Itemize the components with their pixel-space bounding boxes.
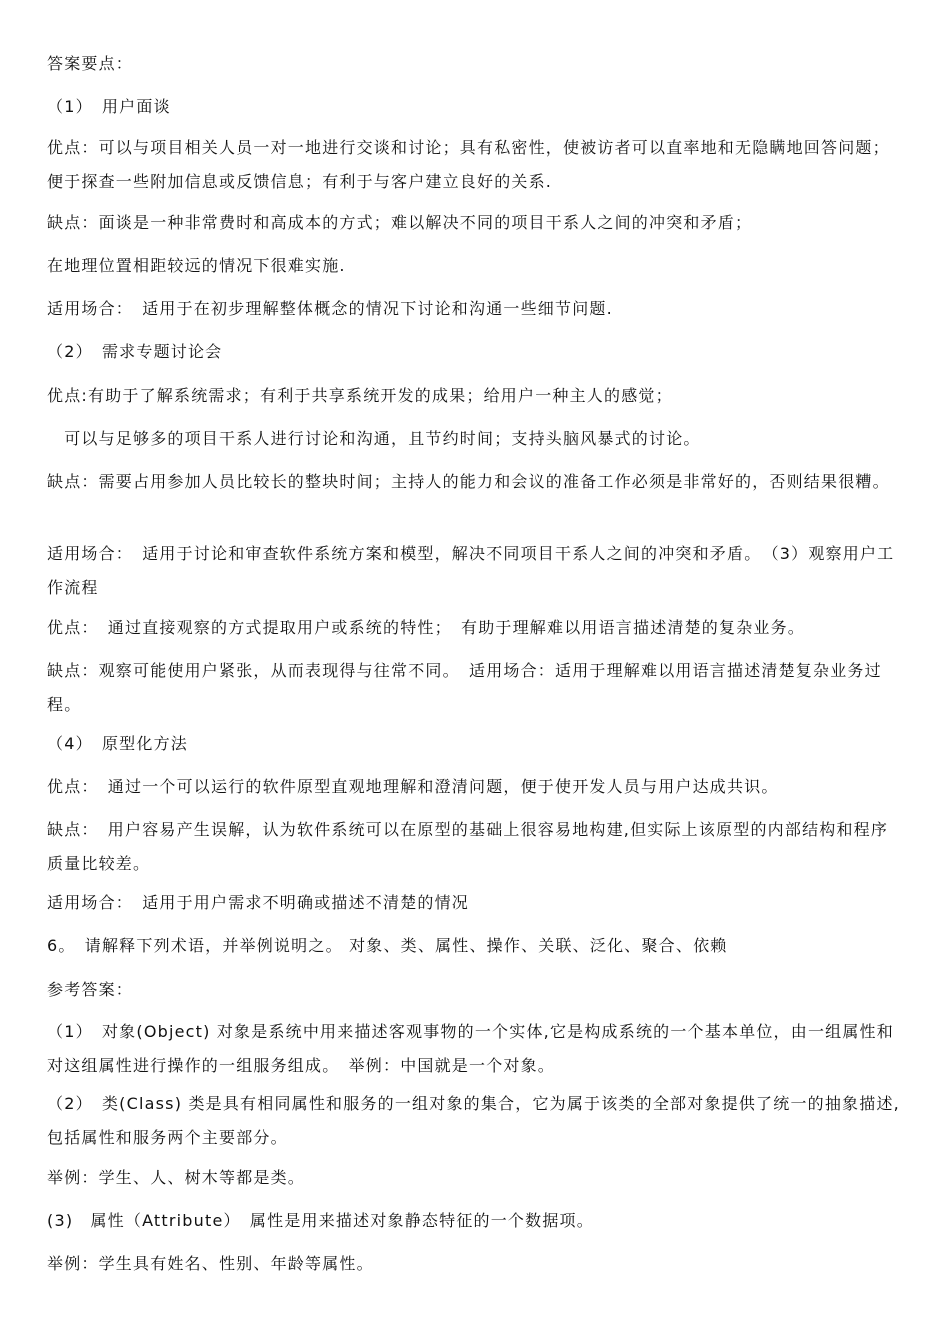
term-object: （1） 对象(Object) 对象是系统中用来描述客观事物的一个实体,它是构成系统的一个基本单位，由一组属性和对这组属性进行操作的一组服务组成。 举例：中国就是一个对象。 — [47, 1022, 894, 1075]
prototype-advantages: 优点： 通过一个可以运行的软件原型直观地理解和澄清问题，便于使开发人员与用户达成共识。 — [47, 777, 779, 796]
reference-answer-heading: 参考答案： — [47, 980, 134, 999]
observation-disadvantages: 缺点：观察可能使用户紧张，从而表现得与往常不同。 适用场合：适用于理解难以用语言描述清楚复杂业务过程。 — [47, 661, 882, 714]
prototype-disadvantages: 缺点： 用户容易产生误解，认为软件系统可以在原型的基础上很容易地构建,但实际上该原型的内部结构和程序质量比较差。 — [47, 820, 889, 873]
interview-applicable: 适用场合： 适用于在初步理解整体概念的情况下讨论和沟通一些细节问题. — [47, 299, 613, 318]
section-1-heading: （1） 用户面谈 — [47, 97, 171, 116]
interview-disadvantages-cont: 在地理位置相距较远的情况下很难实施. — [47, 256, 346, 275]
interview-disadvantages: 缺点：面谈是一种非常费时和高成本的方式；难以解决不同的项目干系人之间的冲突和矛盾； — [47, 213, 753, 232]
workshop-advantages-cont: 可以与足够多的项目干系人进行讨论和沟通，且节约时间；支持头脑风暴式的讨论。 — [47, 429, 701, 448]
section-4-heading: （4） 原型化方法 — [47, 734, 188, 753]
workshop-disadvantages: 缺点：需要占用参加人员比较长的整块时间；主持人的能力和会议的准备工作必须是非常好的，否则结果很糟。 — [47, 472, 890, 491]
term-attribute: (3) 属性（Attribute） 属性是用来描述对象静态特征的一个数据项。 — [47, 1211, 594, 1230]
observation-advantages: 优点： 通过直接观察的方式提取用户或系统的特性； 有助于理解难以用语言描述清楚的复杂业务。 — [47, 618, 806, 637]
interview-advantages: 优点：可以与项目相关人员一对一地进行交谈和讨论；具有私密性，使被访者可以直率地和无隐瞒地回答问题；便于探查一些附加信息或反馈信息；有利于与客户建立良好的关系. — [47, 138, 890, 191]
question-6: 6。 请解释下列术语，并举例说明之。 对象、类、属性、操作、关联、泛化、聚合、依赖 — [47, 936, 728, 955]
section-2-heading: （2） 需求专题讨论会 — [47, 342, 223, 361]
workshop-applicable: 适用场合： 适用于讨论和审查软件系统方案和模型，解决不同项目干系人之间的冲突和矛盾。 （3）观察用户工作流程 — [47, 544, 895, 597]
term-class: （2） 类(Class) 类是具有相同属性和服务的一组对象的集合，它为属于该类的全部对象提供了统一的抽象描述,包括属性和服务两个主要部分。 — [47, 1094, 900, 1147]
class-example: 举例：学生、人、树木等都是类。 — [47, 1168, 306, 1187]
prototype-applicable: 适用场合： 适用于用户需求不明确或描述不清楚的情况 — [47, 893, 470, 912]
attribute-example: 举例：学生具有姓名、性别、年龄等属性。 — [47, 1254, 374, 1273]
answer-points-heading: 答案要点： — [47, 54, 134, 73]
workshop-advantages: 优点:有助于了解系统需求；有利于共享系统开发的成果；给用户一种主人的感觉； — [47, 386, 673, 405]
